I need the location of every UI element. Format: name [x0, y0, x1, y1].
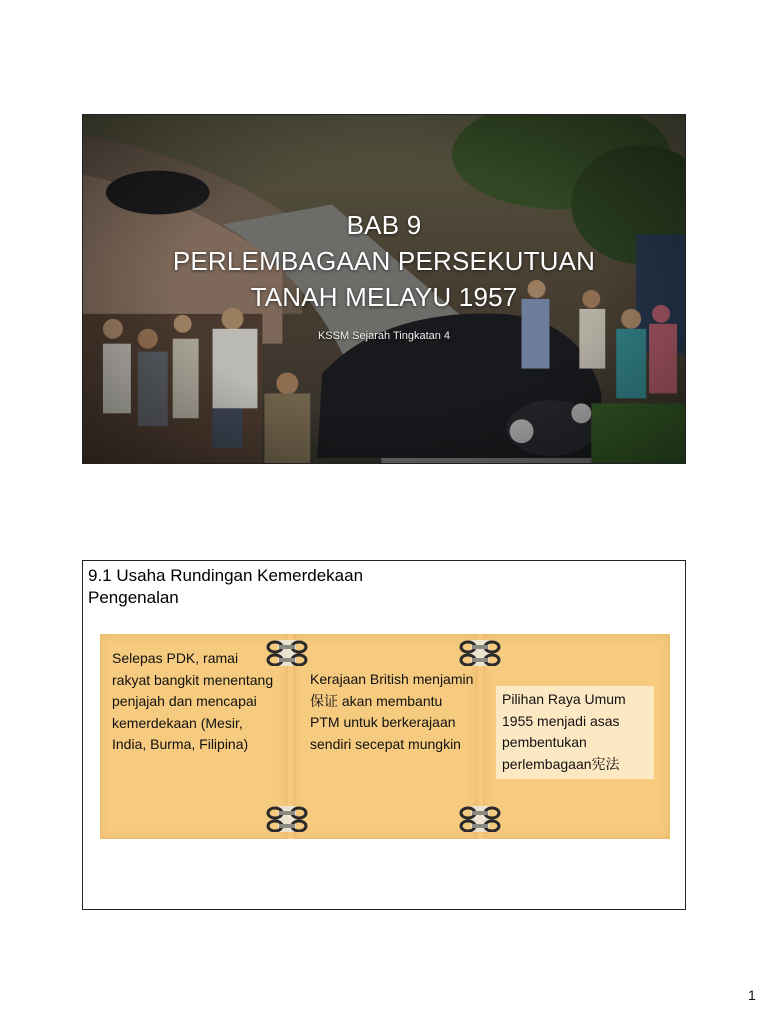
- slide-subtitle: KSSM Sejarah Tingkatan 4: [317, 330, 451, 342]
- info-card: [293, 634, 478, 839]
- title-line: TANAH MELAYU 1957: [250, 282, 518, 312]
- title-line: BAB 9: [346, 210, 422, 240]
- section-subtitle: Pengenalan: [88, 588, 179, 607]
- slide-heading: [88, 565, 363, 609]
- binder-ring-icon: [459, 640, 501, 666]
- content-slide: [82, 560, 686, 910]
- binder-ring-icon: [459, 806, 501, 832]
- notebook-panel: [100, 634, 670, 839]
- title-slide: [82, 114, 686, 464]
- info-card: [483, 634, 670, 839]
- title-line: PERLEMBAGAAN PERSEKUTUAN: [172, 246, 596, 276]
- binder-ring-icon: [266, 640, 308, 666]
- slide-title: [83, 207, 685, 315]
- card-text: Pilihan Raya Umum 1955 menjadi asas pembentukan perlembagaan宪法: [502, 691, 626, 772]
- info-card: [100, 634, 288, 839]
- page-number: 1: [748, 987, 756, 1003]
- sticky-note: [496, 686, 654, 779]
- card-text: Kerajaan British menjamin保证 akan membantu PTM untuk berkerajaan sendiri secepat mungkin: [310, 671, 474, 752]
- binder-ring-icon: [266, 806, 308, 832]
- card-text: Selepas PDK, ramai rakyat bangkit menentang penjajah dan mencapai kemerdekaan (Mesir, India, Burma, Filipina): [112, 650, 274, 753]
- section-title: 9.1 Usaha Rundingan Kemerdekaan: [88, 566, 364, 585]
